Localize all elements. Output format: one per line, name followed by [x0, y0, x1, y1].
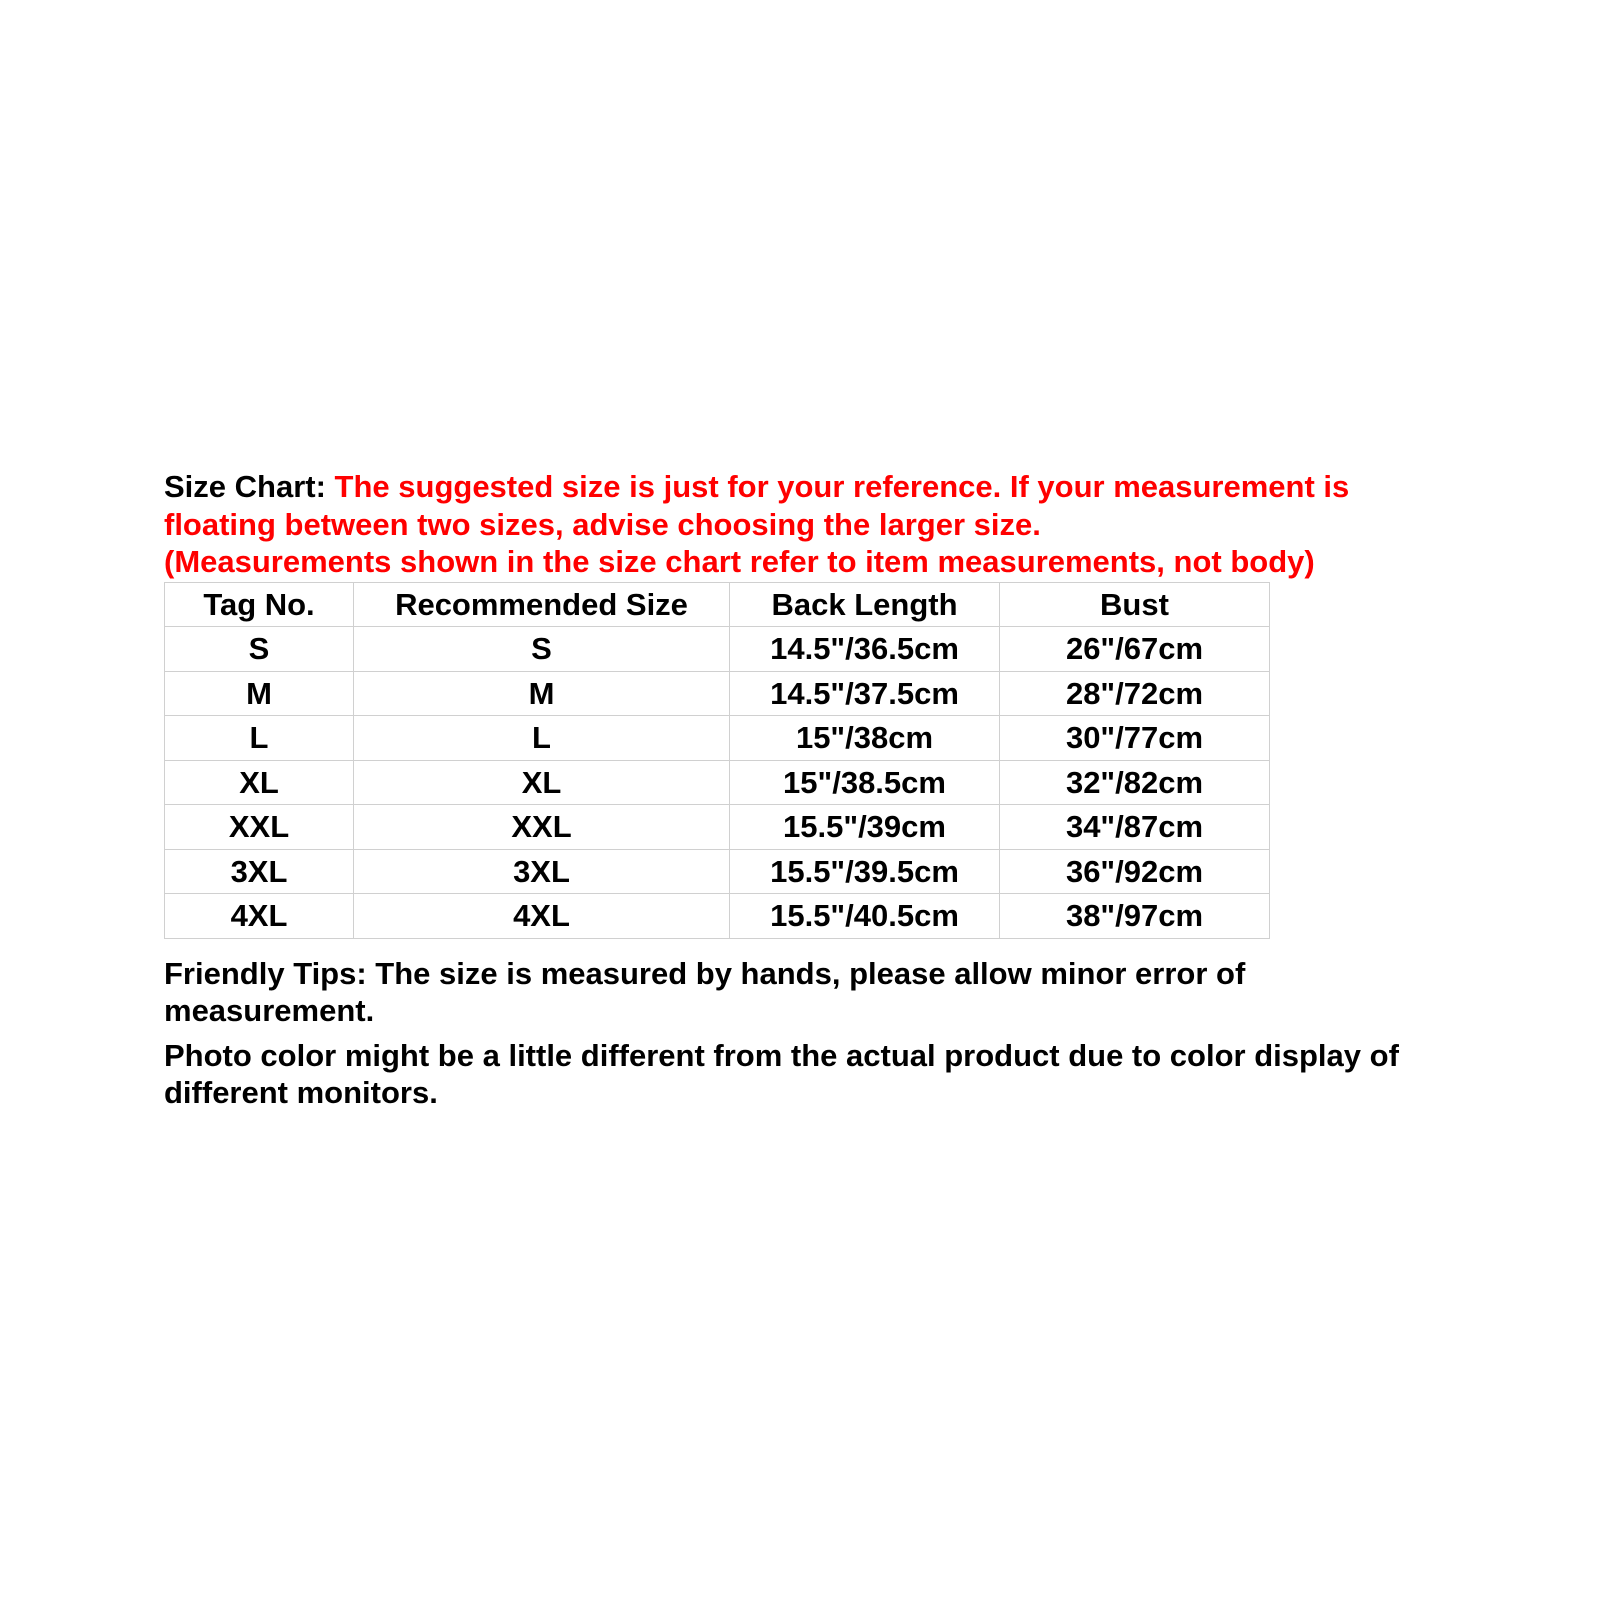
cell-back-length: 15"/38.5cm: [730, 760, 1000, 805]
tip1-line-1: Friendly Tips: The size is measured by hands, please allow minor error of: [164, 955, 1246, 991]
header-bust: Bust: [1000, 582, 1270, 627]
size-note-line-1: The suggested size is just for your reference. If your measurement is: [334, 469, 1350, 504]
cell-recommended-size: S: [354, 627, 730, 672]
table-row: [165, 894, 1270, 939]
header-back-length: Back Length: [730, 582, 1000, 627]
friendly-tips: [164, 955, 1464, 1029]
cell-bust: 36"/92cm: [1000, 849, 1270, 894]
cell-back-length: 15.5"/39.5cm: [730, 849, 1000, 894]
table-row: [165, 716, 1270, 761]
size-chart-label: Size Chart:: [164, 469, 326, 504]
cell-recommended-size: XXL: [354, 805, 730, 850]
photo-color-note: [164, 1037, 1464, 1111]
cell-recommended-size: L: [354, 716, 730, 761]
size-note-line-2: floating between two sizes, advise choosing the larger size.: [164, 506, 1041, 542]
cell-tag-no: L: [165, 716, 354, 761]
cell-bust: 32"/82cm: [1000, 760, 1270, 805]
table-row: [165, 805, 1270, 850]
size-chart-intro: [164, 468, 1464, 581]
cell-bust: 26"/67cm: [1000, 627, 1270, 672]
cell-recommended-size: M: [354, 671, 730, 716]
cell-tag-no: XL: [165, 760, 354, 805]
table-row: [165, 849, 1270, 894]
cell-tag-no: 4XL: [165, 894, 354, 939]
cell-back-length: 15"/38cm: [730, 716, 1000, 761]
cell-back-length: 15.5"/39cm: [730, 805, 1000, 850]
cell-tag-no: 3XL: [165, 849, 354, 894]
cell-back-length: 14.5"/36.5cm: [730, 627, 1000, 672]
cell-tag-no: S: [165, 627, 354, 672]
size-table: [164, 582, 1270, 939]
tip2-line-2: different monitors.: [164, 1074, 438, 1110]
cell-bust: 34"/87cm: [1000, 805, 1270, 850]
cell-back-length: 15.5"/40.5cm: [730, 894, 1000, 939]
cell-tag-no: M: [165, 671, 354, 716]
table-row: [165, 760, 1270, 805]
size-note-line-3: (Measurements shown in the size chart refer to item measurements, not body): [164, 544, 1315, 579]
cell-bust: 30"/77cm: [1000, 716, 1270, 761]
table-row: [165, 627, 1270, 672]
cell-recommended-size: XL: [354, 760, 730, 805]
cell-recommended-size: 4XL: [354, 894, 730, 939]
cell-recommended-size: 3XL: [354, 849, 730, 894]
cell-bust: 28"/72cm: [1000, 671, 1270, 716]
table-row: [165, 671, 1270, 716]
table-header-row: [165, 582, 1270, 627]
cell-tag-no: XXL: [165, 805, 354, 850]
tip1-line-2: measurement.: [164, 992, 375, 1028]
tip2-line-1: Photo color might be a little different from the actual product due to color display of: [164, 1037, 1399, 1073]
size-chart-section: [164, 468, 1464, 1111]
header-tag-no: Tag No.: [165, 582, 354, 627]
cell-back-length: 14.5"/37.5cm: [730, 671, 1000, 716]
cell-bust: 38"/97cm: [1000, 894, 1270, 939]
header-recommended-size: Recommended Size: [354, 582, 730, 627]
